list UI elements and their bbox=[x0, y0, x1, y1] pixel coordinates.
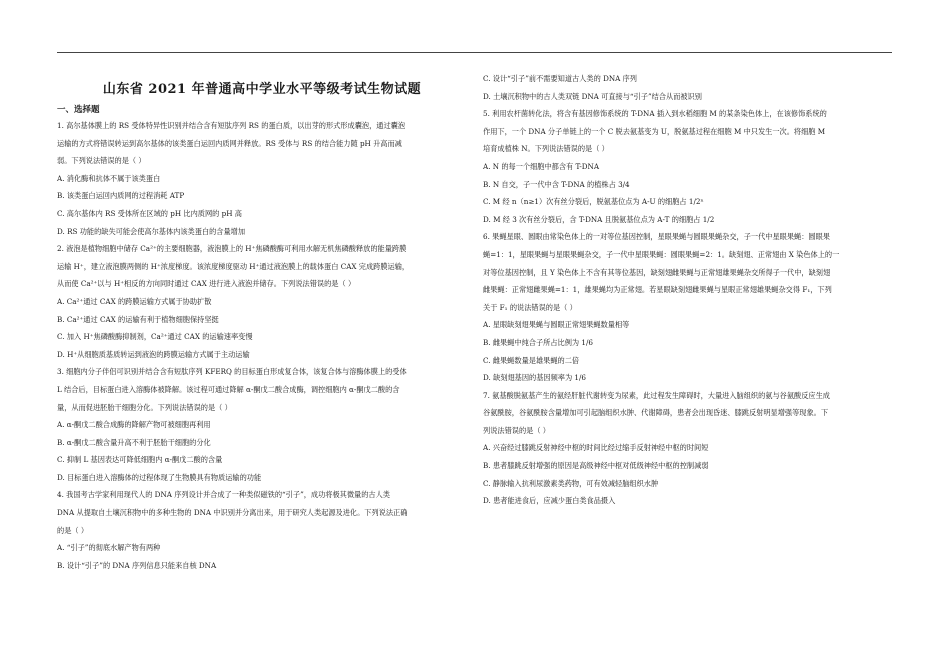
text-line: A. Ca²⁺通过 CAX 的跨膜运输方式属于协助扩散 bbox=[57, 296, 212, 306]
text-line: 运输的方式将错误转运到高尔基体的该类蛋白运回内质网并释放。RS 受体与 RS 的结合能力随 pH 升高而减 bbox=[57, 138, 402, 148]
text-line: A. “引子”的彻底水解产物有两种 bbox=[57, 543, 161, 553]
text-line: 2. 液泡是植物细胞中储存 Ca²⁺的主要细胞器，液泡膜上的 H⁺焦磷酸酶可利用水解无机焦磷酸释放的能量跨膜 bbox=[57, 244, 407, 254]
text-line: C. M 经 n（n≥1）次有丝分裂后，脱氨基位点为 A-U 的细胞占 1/2ⁿ bbox=[483, 197, 704, 207]
text-line: 量，从而促进胚胎干细胞分化。下列说法错误的是（ ） bbox=[57, 402, 232, 412]
text-line: 1. 高尔基体膜上的 RS 受体特异性识别并结合含有短肽序列 RS 的蛋白质，以出芽的形式形成囊泡，通过囊泡 bbox=[57, 121, 406, 130]
text-line: 弱。下列说法错误的是（ ） bbox=[57, 156, 146, 166]
text-line: 4. 我国考古学家利用现代人的 DNA 序列设计并合成了一种类似磁铁的“引子”，成功将极其微量的古人类 bbox=[57, 490, 390, 500]
text-line: C. 加入 H⁺焦磷酸酶抑制剂，Ca²⁺通过 CAX 的运输速率变慢 bbox=[57, 332, 253, 342]
text-line: A. 星眼缺刻翅果蝇与圆眼正常翅果蝇数量相等 bbox=[483, 320, 630, 330]
text-line: D. 患者能进食后，应减少蛋白类食品摄入 bbox=[483, 496, 616, 506]
text-line: C. 抑制 L 基因表达可降低细胞内 α-酮戊二酸的含量 bbox=[57, 455, 223, 465]
right-column bbox=[483, 74, 893, 514]
text-line: 谷氨酰胺，谷氨酰胺含量增加可引起脑组织水肿、代谢障碍，患者会出现昏迷、膝跳反射明显增强等现象。下 bbox=[483, 408, 829, 418]
text-line: 关于 F₁ 的说法错误的是（ ） bbox=[483, 302, 577, 312]
text-line: D. 缺刻翅基因的基因频率为 1/6 bbox=[483, 373, 586, 383]
text-line: D. M 经 3 次有丝分裂后，含 T-DNA 且脱氨基位点为 A-T 的细胞占 1/2 bbox=[483, 214, 715, 224]
text-line: 运输 H⁺，建立液泡膜两侧的 H⁺浓度梯度。该浓度梯度驱动 H⁺通过液泡膜上的载体蛋白 CAX 完成跨膜运输， bbox=[57, 261, 410, 271]
text-line: 6. 果蝇星眼、圆眼由常染色体上的一对等位基因控制，星眼果蝇与圆眼果蝇杂交，子一代中星眼果蝇：圆眼果 bbox=[483, 232, 830, 242]
text-line: C. 设计“引子”前不需要知道古人类的 DNA 序列 bbox=[483, 74, 637, 83]
text-line: C. 静脉输入抗利尿激素类药物，可有效减轻脑组织水肿 bbox=[483, 478, 659, 488]
text-line: A. α-酮戊二酸合成酶的降解产物可被细胞再利用 bbox=[57, 420, 211, 430]
text-line: 对等位基因控制，且 Y 染色体上不含有其等位基因，缺刻翅雌果蝇与正常翅雄果蝇杂交所得子一代中，缺刻翅 bbox=[483, 267, 831, 277]
text-line: L 结合后，目标蛋白进入溶酶体被降解。该过程可通过降解 α-酮戊二酸合成酶，调控细胞内 α-酮戊二酸的含 bbox=[57, 384, 400, 394]
text-line: C. 雌果蝇数量是雄果蝇的二倍 bbox=[483, 355, 580, 365]
right-question-list bbox=[483, 74, 893, 505]
left-question-list bbox=[57, 121, 467, 570]
text-line: B. N 自交，子一代中含 T-DNA 的植株占 3/4 bbox=[483, 179, 630, 189]
text-line: A. 兴奋经过膝跳反射神经中枢的时间比经过缩手反射神经中枢的时间短 bbox=[483, 443, 709, 453]
text-line: A. N 的每一个细胞中都含有 T-DNA bbox=[483, 161, 600, 171]
text-line: D. 土壤沉积物中的古人类双链 DNA 可直接与“引子”结合从而被识别 bbox=[483, 91, 702, 101]
header-rule bbox=[57, 52, 892, 53]
text-line: 7. 氨基酸脱氨基产生的氨经肝脏代谢转变为尿素，此过程发生障碍时，大量进入脑组织的氨与谷氨酸反应生成 bbox=[483, 390, 830, 400]
text-line: 列说法错误的是（ ） bbox=[483, 425, 550, 435]
text-line: 5. 利用农杆菌转化法，将含有基因修饰系统的 T-DNA 插入到水稻细胞 M 的某条染色体上，在该修饰系统的 bbox=[483, 109, 827, 119]
text-line: C. 高尔基体内 RS 受体所在区域的 pH 比内质网的 pH 高 bbox=[57, 208, 242, 218]
text-line: B. 雌果蝇中纯合子所占比例为 1/6 bbox=[483, 337, 593, 347]
text-line: D. H⁺从细胞质基质转运到液泡的跨膜运输方式属于主动运输 bbox=[57, 349, 250, 359]
text-line: B. 患者膝跳反射增强的原因是高级神经中枢对低级神经中枢的控制减弱 bbox=[483, 461, 709, 471]
exam-title: 山东省 2021 年普通高中学业水平等级考试生物试题 bbox=[102, 82, 422, 97]
text-line: 从而使 Ca²⁺以与 H⁺相反的方向同时通过 CAX 进行进入液泡并储存。下列说法错误的是（ ） bbox=[57, 279, 356, 289]
text-line: A. 消化酶和抗体不属于该类蛋白 bbox=[57, 173, 161, 183]
section-heading: 一、选择题 bbox=[57, 105, 100, 115]
left-column bbox=[57, 64, 467, 578]
text-line: DNA 从提取自土壤沉积物中的多种生物的 DNA 中识别并分离出来，用于研究人类起源及进化。下列说法正确 bbox=[57, 508, 408, 518]
text-line: B. α-酮戊二酸含量升高不利于胚胎干细胞的分化 bbox=[57, 437, 211, 447]
text-line: B. 该类蛋白运回内质网的过程消耗 ATP bbox=[57, 191, 185, 201]
text-line: 蝇=1：1，星眼果蝇与星眼果蝇杂交，子一代中星眼果蝇：圆眼果蝇=2：1。缺刻翅、正常翅由 X 染色体上的一 bbox=[483, 249, 840, 259]
text-line: B. 设计“引子”的 DNA 序列信息只能来自核 DNA bbox=[57, 560, 217, 570]
text-line: 作用下，一个 DNA 分子单链上的一个 C 脱去氨基变为 U，脱氨基过程在细胞 M 中只发生一次。将细胞 M bbox=[483, 126, 826, 136]
text-line: 培育成植株 N。下列说法错误的是（ ） bbox=[483, 144, 609, 154]
text-line: 雌果蝇：正常翅雌果蝇=1：1，雄果蝇均为正常翅。若星眼缺刻翅雌果蝇与星眼正常翅雄果蝇杂交得 F₁，下列 bbox=[483, 285, 832, 295]
text-line: D. RS 功能的缺失可能会使高尔基体内该类蛋白的含量增加 bbox=[57, 226, 246, 236]
text-line: D. 目标蛋白进入溶酶体的过程体现了生物膜具有物质运输的功能 bbox=[57, 472, 262, 482]
text-line: 的是（ ） bbox=[57, 525, 89, 535]
text-line: 3. 细胞内分子伴侣可识别并结合含有短肽序列 KFERQ 的目标蛋白形成复合体，该复合体与溶酶体膜上的受体 bbox=[57, 367, 407, 377]
text-line: B. Ca²⁺通过 CAX 的运输有利于植物细胞保持坚挺 bbox=[57, 314, 219, 324]
